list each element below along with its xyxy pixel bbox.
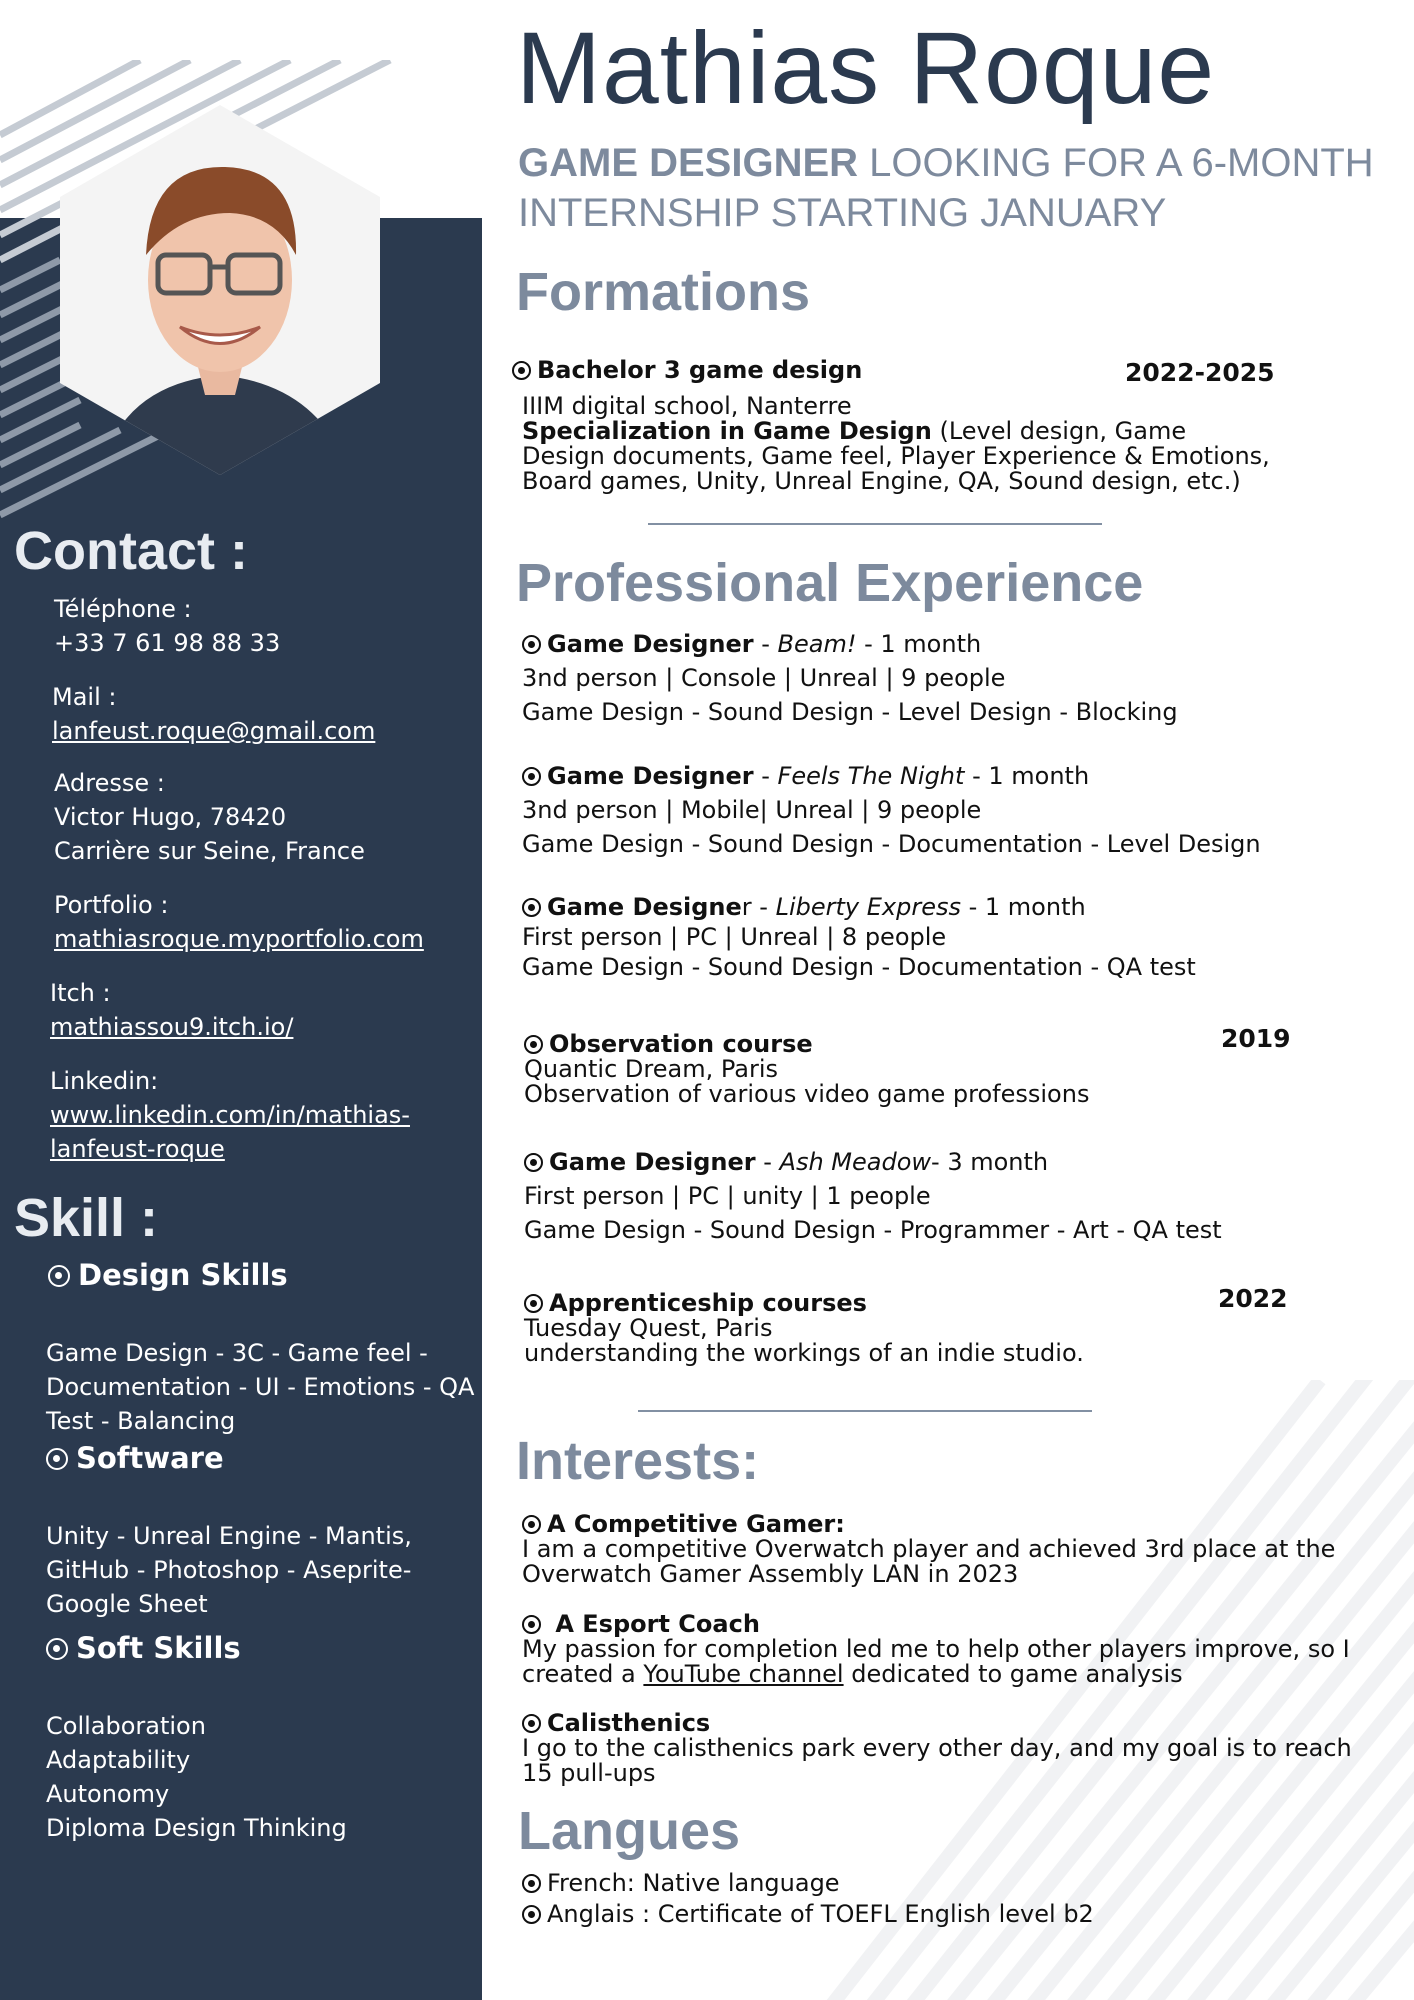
interest-text: 15 pull-ups <box>522 1759 656 1787</box>
page-title: Mathias Roque <box>516 11 1216 125</box>
contact-itch <box>50 976 293 1044</box>
specialization-label: Specialization in Game Design <box>522 417 932 445</box>
itch-label: Itch : <box>50 979 111 1007</box>
interest-text: Overwatch Gamer Assembly LAN in 2023 <box>522 1560 1019 1588</box>
radio-bullet-icon <box>522 1615 541 1634</box>
soft-skills-list <box>46 1709 347 1845</box>
portfolio-label: Portfolio : <box>54 891 169 919</box>
experience-item: Game Designer - Beam! - 1 month 3nd person | Console | Unreal | 9 people Game Design - Sound Design - Level Design - Blocking <box>522 627 1178 729</box>
language-item: French: Native language <box>522 1868 1094 1899</box>
subtitle-text: INTERNSHIP STARTING JANUARY <box>518 191 1167 235</box>
radio-bullet-icon <box>522 898 541 917</box>
phone-label: Téléphone : <box>54 595 192 623</box>
experience-meta: 3nd person | Mobile| Unreal | 9 people <box>522 796 982 824</box>
interest-text: My passion for completion led me to help other players improve, so I <box>522 1635 1350 1663</box>
skill-heading: Skill : <box>14 1188 159 1248</box>
experience-year: 2022 <box>1218 1284 1288 1313</box>
contact-linkedin <box>50 1064 410 1166</box>
skill-line: Test - Balancing <box>46 1407 236 1435</box>
radio-bullet-icon <box>522 1874 541 1893</box>
experience-item: Game Designer - Ash Meadow- 3 month First person | PC | unity | 1 people Game Design - Sound Design - Programmer - Art - QA test <box>524 1145 1222 1247</box>
portfolio-link[interactable]: mathiasroque.myportfolio.com <box>54 925 424 953</box>
radio-bullet-icon <box>48 1265 70 1287</box>
radio-bullet-icon <box>512 361 531 380</box>
skill-line: Collaboration <box>46 1712 206 1740</box>
address-label: Adresse : <box>54 769 165 797</box>
design-skills-list <box>46 1336 491 1438</box>
itch-link[interactable]: mathiassou9.itch.io/ <box>50 1013 294 1041</box>
specialization-text: Board games, Unity, Unreal Engine, QA, Sound design, etc.) <box>522 467 1241 495</box>
software-title: Software <box>46 1441 224 1475</box>
experience-item: Game Designer - Liberty Express - 1 month First person | PC | Unreal | 8 people Game Design - Sound Design - Documentation - QA test <box>522 893 1196 981</box>
languages-list <box>522 1868 1094 1930</box>
experience-tasks: Game Design - Sound Design - Programmer - Art - QA test <box>524 1216 1222 1244</box>
design-skills-title: Design Skills <box>48 1258 288 1292</box>
skill-line: Game Design - 3C - Game feel - <box>46 1339 428 1367</box>
software-list <box>46 1519 412 1621</box>
skill-line: Adaptability <box>46 1746 191 1774</box>
divider <box>638 1410 1092 1412</box>
skill-line: Google Sheet <box>46 1590 208 1618</box>
job-subtitle <box>518 138 1374 238</box>
radio-bullet-icon <box>524 1035 543 1054</box>
specialization-text: Design documents, Game feel, Player Experience & Emotions, <box>522 442 1270 470</box>
experience-tasks: understanding the workings of an indie studio. <box>524 1339 1084 1367</box>
interest-item: A Esport Coach My passion for completion led me to help other players improve, so I created a YouTube channel dedicated to game analysis <box>522 1610 1350 1688</box>
address-line: Victor Hugo, 78420 <box>54 803 287 831</box>
contact-heading: Contact : <box>14 521 248 581</box>
experience-meta: 3nd person | Console | Unreal | 9 people <box>522 664 1006 692</box>
profile-photo <box>60 105 380 475</box>
interest-item: Calisthenics I go to the calisthenics park every other day, and my goal is to reach 15 pull-ups <box>522 1709 1352 1787</box>
phone-value: +33 7 61 98 88 33 <box>54 629 281 657</box>
skill-line: Documentation - UI - Emotions - QA - <box>46 1373 491 1401</box>
skill-line: GitHub - Photoshop - Aseprite- <box>46 1556 412 1584</box>
school-line: IIIM digital school, Nanterre <box>522 392 852 420</box>
divider <box>648 523 1102 525</box>
radio-bullet-icon <box>522 1905 541 1924</box>
experience-tasks: Observation of various video game professions <box>524 1080 1090 1108</box>
linkedin-label: Linkedin: <box>50 1067 159 1095</box>
experience-tasks: Game Design - Sound Design - Level Design - Blocking <box>522 698 1178 726</box>
skill-line: Autonomy <box>46 1780 170 1808</box>
experience-meta: Tuesday Quest, Paris <box>524 1314 773 1342</box>
experience-item: Apprenticeship courses Tuesday Quest, Paris understanding the workings of an indie studio. <box>524 1289 1084 1367</box>
skill-line: Unity - Unreal Engine - Mantis, <box>46 1522 412 1550</box>
interests-heading: Interests: <box>516 1431 760 1491</box>
formation-details <box>522 394 1270 494</box>
mail-link[interactable]: lanfeust.roque@gmail.com <box>52 717 376 745</box>
soft-skills-title: Soft Skills <box>46 1631 241 1665</box>
interest-text: I go to the calisthenics park every other day, and my goal is to reach <box>522 1734 1352 1762</box>
formation-title: Bachelor 3 game design <box>512 358 862 383</box>
radio-bullet-icon <box>522 635 541 654</box>
subtitle-text: LOOKING FOR A 6-MONTH <box>858 141 1374 185</box>
language-item: Anglais : Certificate of TOEFL English level b2 <box>522 1899 1094 1930</box>
contact-phone <box>54 592 280 660</box>
experience-meta: Quantic Dream, Paris <box>524 1055 778 1083</box>
experience-meta: First person | PC | Unreal | 8 people <box>522 923 947 951</box>
experience-heading: Professional Experience <box>516 553 1144 613</box>
mail-label: Mail : <box>52 683 117 711</box>
formation-years: 2022-2025 <box>1125 358 1275 387</box>
radio-bullet-icon <box>524 1153 543 1172</box>
linkedin-link[interactable]: www.linkedin.com/in/mathias- <box>50 1101 410 1129</box>
radio-bullet-icon <box>522 1714 541 1733</box>
experience-meta: First person | PC | unity | 1 people <box>524 1182 931 1210</box>
experience-tasks: Game Design - Sound Design - Documentation - QA test <box>522 953 1196 981</box>
skill-line: Diploma Design Thinking <box>46 1814 347 1842</box>
experience-tasks: Game Design - Sound Design - Documentation - Level Design <box>522 830 1261 858</box>
interest-item: A Competitive Gamer: I am a competitive Overwatch player and achieved 3rd place at the Overwatch Gamer Assembly LAN in 2023 <box>522 1510 1336 1588</box>
experience-year: 2019 <box>1221 1024 1291 1053</box>
contact-mail <box>52 680 375 748</box>
experience-item: Game Designer - Feels The Night - 1 month 3nd person | Mobile| Unreal | 9 people Game Design - Sound Design - Documentation - Level Design <box>522 759 1261 861</box>
linkedin-link[interactable]: lanfeust-roque <box>50 1135 225 1163</box>
radio-bullet-icon <box>46 1638 68 1660</box>
specialization-text: (Level design, Game <box>931 417 1187 445</box>
radio-bullet-icon <box>522 767 541 786</box>
radio-bullet-icon <box>46 1448 68 1470</box>
interest-text: I am a competitive Overwatch player and achieved 3rd place at the <box>522 1535 1336 1563</box>
langues-heading: Langues <box>518 1801 741 1861</box>
contact-address <box>54 766 365 868</box>
radio-bullet-icon <box>522 1515 541 1534</box>
youtube-channel-link[interactable]: YouTube channel <box>643 1660 844 1688</box>
experience-item: Observation course Quantic Dream, Paris Observation of various video game professions <box>524 1030 1090 1108</box>
radio-bullet-icon <box>524 1294 543 1313</box>
contact-portfolio <box>54 888 424 956</box>
formations-heading: Formations <box>516 262 811 322</box>
address-line: Carrière sur Seine, France <box>54 837 365 865</box>
subtitle-role: GAME DESIGNER <box>518 141 859 185</box>
